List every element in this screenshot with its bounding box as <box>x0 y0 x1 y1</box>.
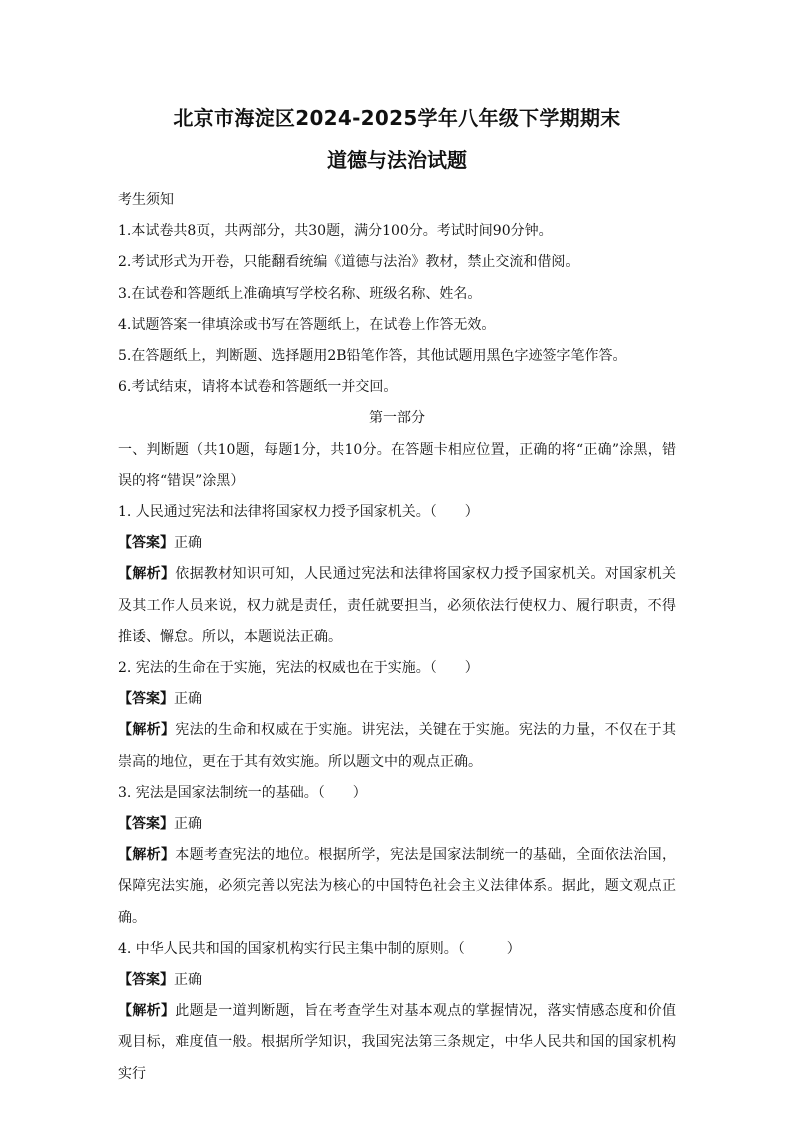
notice-item: 5.在答题纸上，判断题、选择题用2B铅笔作答，其他试题用黑色字迹签字笔作答。 <box>118 348 627 365</box>
answer-tag: 【答案】 <box>118 816 174 833</box>
explanation-tag: 【解析】 <box>118 566 176 583</box>
explanation-text: 本题考查宪法的地位。根据所学，宪法是国家法制统一的基础，全面依法治国，保障宪法实施，必须完善以宪法为核心的中国特色社会主义法律体系。据此，题文观点正确。 <box>118 847 677 926</box>
document-title: 北京市海淀区2024-2025学年八年级下学期期末 <box>173 106 621 130</box>
notice-item: 4.试题答案一律填涂或书写在答题纸上，在试卷上作答无效。 <box>118 316 496 333</box>
part-heading: 第一部分 <box>369 410 425 427</box>
answer-value: 正确 <box>174 691 202 708</box>
explanation-tag: 【解析】 <box>118 1003 176 1020</box>
question-stem: 3. 宪法是国家法制统一的基础。（ ） <box>118 784 367 801</box>
section-title: 一、判断题（共10题，每题1分，共10分。在答题卡相应位置，正确的将“正确”涂黑，错误的将“错误”涂黑） <box>118 441 676 489</box>
answer-value: 正确 <box>174 816 202 833</box>
explanation-text: 依据教材知识可知，人民通过宪法和法律将国家权力授予国家机关。对国家机关及其工作人员来说，权力就是责任，责任就要担当，必须依法行使权力、履行职责，不得推诿、懈怠。所以，本题说法正确。 <box>118 566 677 645</box>
answer-tag: 【答案】 <box>118 691 174 708</box>
explanation-tag: 【解析】 <box>118 847 176 864</box>
notice-item: 6.考试结束，请将本试卷和答题纸一并交回。 <box>118 379 398 396</box>
explanation-paragraph <box>118 715 676 777</box>
question-stem: 4. 中华人民共和国的国家机构实行民主集中制的原则。（ ） <box>118 940 521 957</box>
answer-tag: 【答案】 <box>118 972 174 989</box>
explanation-tag: 【解析】 <box>118 722 176 739</box>
answer-line <box>118 684 676 715</box>
explanation-paragraph <box>118 559 676 653</box>
explanation-paragraph <box>118 996 676 1090</box>
explanation-paragraph <box>118 840 676 934</box>
answer-line <box>118 965 676 996</box>
answer-line <box>118 528 676 559</box>
explanation-text: 此题是一道判断题，旨在考查学生对基本观点的掌握情况，落实情感态度和价值观目标，难度值一般。根据所学知识，我国宪法第三条规定，中华人民共和国的国家机构实行 <box>118 1003 677 1082</box>
notice-item: 1.本试卷共8页，共两部分，共30题，满分100分。考试时间90分钟。 <box>118 223 553 240</box>
notice-heading: 考生须知 <box>118 192 174 208</box>
answer-tag: 【答案】 <box>118 535 174 552</box>
answer-value: 正确 <box>174 535 202 552</box>
document-body <box>118 185 676 1090</box>
question-stem: 1. 人民通过宪法和法律将国家权力授予国家机关。（ ） <box>118 504 479 521</box>
answer-line <box>118 809 676 840</box>
notice-item: 3.在试卷和答题纸上准确填写学校名称、班级名称、姓名。 <box>118 285 482 302</box>
explanation-text: 宪法的生命和权威在于实施。讲宪法，关键在于实施。宪法的力量，不仅在于其崇高的地位，更在于其有效实施。所以题文中的观点正确。 <box>118 722 677 770</box>
document-subtitle: 道德与法治试题 <box>327 148 467 172</box>
notice-item: 2.考试形式为开卷，只能翻看统编《道德与法治》教材，禁止交流和借阅。 <box>118 254 580 271</box>
answer-value: 正确 <box>174 972 202 989</box>
question-stem: 2. 宪法的生命在于实施，宪法的权威也在于实施。（ ） <box>118 660 479 677</box>
